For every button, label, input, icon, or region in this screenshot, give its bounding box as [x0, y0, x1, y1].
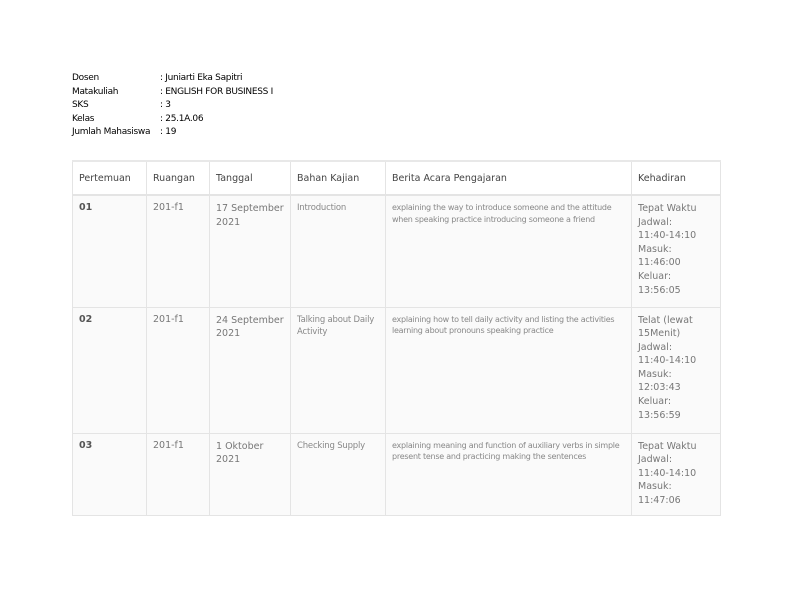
attendance-schedule-label: Jadwal:: [638, 454, 673, 466]
cell-berita-acara: explaining meaning and function of auxiliary verbs in simple present tense and practicing making the sentences: [386, 433, 632, 515]
info-row-kelas: [72, 113, 273, 127]
attendance-status: Tepat Waktu: [638, 440, 697, 452]
attendance-in-label: Masuk:: [638, 243, 672, 255]
info-value: : 19: [160, 127, 177, 138]
cell-pertemuan: 02: [73, 307, 147, 433]
info-label: Jumlah Mahasiswa: [72, 127, 151, 138]
attendance-in-value: 11:46:00: [638, 257, 681, 269]
info-row-jumlah-mahasiswa: [72, 126, 273, 140]
table-row: [73, 433, 721, 515]
attendance-in-label: Masuk:: [638, 481, 672, 493]
info-row-dosen: [72, 72, 273, 86]
cell-bahan-kajian: Checking Supply: [291, 433, 386, 515]
info-label: Dosen: [72, 73, 99, 83]
attendance-table: [72, 160, 721, 516]
header-bahan-kajian: Bahan Kajian: [291, 161, 386, 195]
table-row: [73, 307, 721, 433]
attendance-schedule-value: 11:40-14:10: [638, 230, 697, 242]
course-info: [72, 72, 273, 140]
header-berita-acara: Berita Acara Pengajaran: [386, 161, 632, 195]
attendance-out-label: Keluar:: [638, 396, 672, 408]
cell-kehadiran: [632, 433, 721, 515]
info-row-sks: [72, 99, 273, 113]
cell-berita-acara: explaining the way to introduce someone and the attitude when speaking practice introducing someone a friend: [386, 195, 632, 307]
cell-ruangan: 201-f1: [147, 195, 210, 307]
info-label: SKS: [72, 100, 89, 111]
attendance-in-value: 11:47:06: [638, 494, 681, 506]
info-row-matakuliah: [72, 86, 273, 100]
info-value: : Juniarti Eka Sapitri: [160, 73, 243, 83]
attendance-status: Telat (lewat 15Menit): [638, 314, 693, 340]
header-kehadiran: Kehadiran: [632, 161, 721, 195]
cell-tanggal: 1 Oktober 2021: [210, 433, 291, 515]
info-value: : 25.1A.06: [160, 113, 204, 124]
attendance-schedule-label: Jadwal:: [638, 216, 673, 228]
info-label: Matakuliah: [72, 86, 119, 97]
table-row: [73, 195, 721, 307]
attendance-in-label: Masuk:: [638, 368, 672, 380]
table-header-row: [73, 161, 721, 195]
info-value: : 3: [160, 100, 171, 111]
info-value: : ENGLISH FOR BUSINESS I: [160, 86, 273, 97]
header-ruangan: Ruangan: [147, 161, 210, 195]
cell-bahan-kajian: Talking about Daily Activity: [291, 307, 386, 433]
header-pertemuan: Pertemuan: [73, 161, 147, 195]
attendance-status: Tepat Waktu: [638, 203, 697, 214]
cell-ruangan: 201-f1: [147, 433, 210, 515]
header-tanggal: Tanggal: [210, 161, 291, 195]
attendance-in-value: 12:03:43: [638, 382, 681, 394]
cell-bahan-kajian: Introduction: [291, 195, 386, 307]
attendance-out-value: 13:56:05: [638, 284, 681, 296]
info-label: Kelas: [72, 113, 95, 124]
cell-tanggal: 24 September 2021: [210, 307, 291, 433]
attendance-schedule-label: Jadwal:: [638, 341, 673, 353]
cell-kehadiran: [632, 195, 721, 307]
cell-tanggal: 17 September 2021: [210, 195, 291, 307]
cell-ruangan: 201-f1: [147, 307, 210, 433]
cell-kehadiran: [632, 307, 721, 433]
cell-berita-acara: explaining how to tell daily activity and listing the activities learning about pronouns speaking practice: [386, 307, 632, 433]
attendance-schedule-value: 11:40-14:10: [638, 467, 697, 479]
attendance-out-label: Keluar:: [638, 270, 672, 282]
attendance-schedule-value: 11:40-14:10: [638, 355, 697, 367]
attendance-out-value: 13:56:59: [638, 409, 681, 421]
cell-pertemuan: 03: [73, 433, 147, 515]
cell-pertemuan: 01: [73, 195, 147, 307]
